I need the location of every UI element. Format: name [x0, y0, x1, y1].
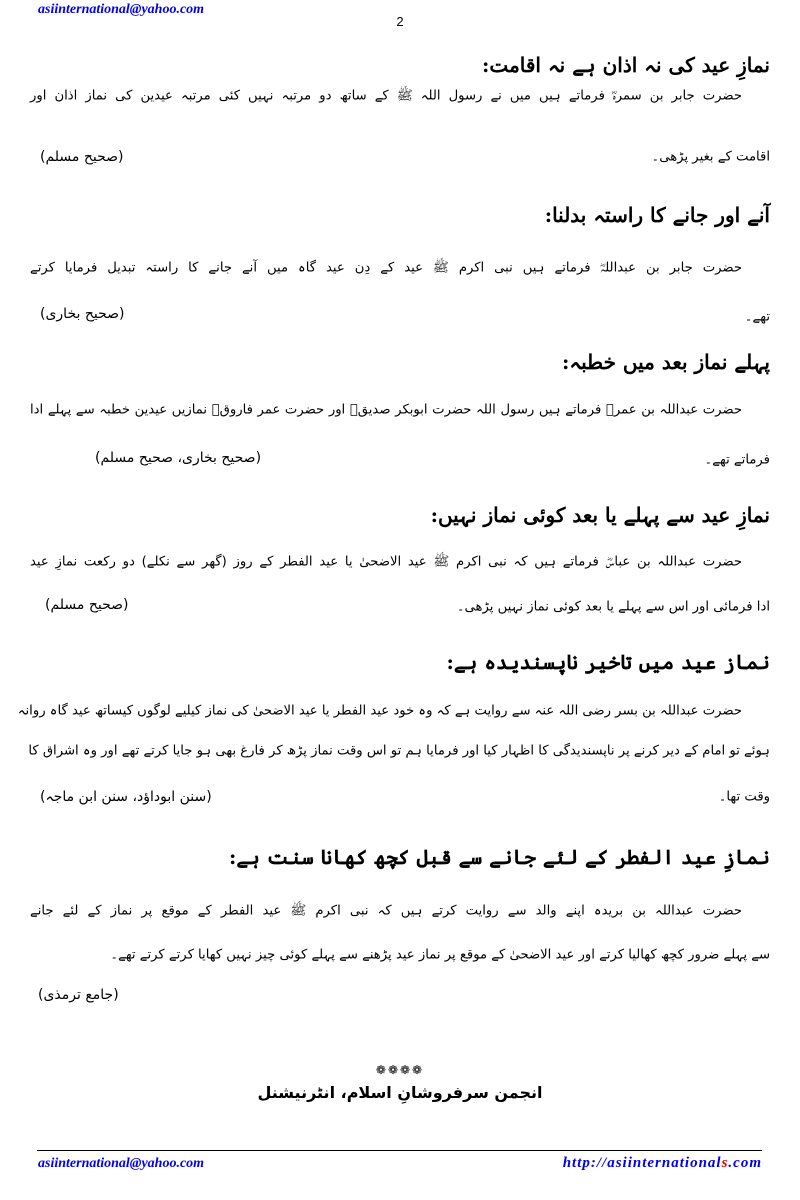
paragraph-line: حضرت جابر بن عبداللہؓ فرماتے ہیں نبی اکرم ﷺ عید کے دِن عید گاہ میں آنے جانے کا راستہ تبدیل فرمایا کرتے [30, 260, 742, 276]
paragraph-line: اقامت کے بغیر پڑھی۔ [651, 149, 770, 165]
paragraph-line: فرماتے تھے۔ [704, 452, 770, 468]
paragraph-line: حضرت جابر بن سمرہؓ فرماتے ہیں میں نے رسول اللہ ﷺ کے ساتھ دو مرتبہ نہیں کئی مرتبہ عیدین کی نماز اذان اور [30, 88, 742, 104]
footer-divider [37, 1150, 762, 1151]
citation: (سنن ابوداؤد، سنن ابن ماجہ) [40, 789, 212, 805]
paragraph-line: حضرت عبداللہ بن عمرؓ فرماتے ہیں رسول اللہ حضرت ابوبکر صدیقؓ اور حضرت عمر فاروقؓ نمازیں عیدین خطبہ سے پہلے ادا [30, 402, 742, 418]
ornament-stars-icon: ❁❁❁❁ [375, 1063, 425, 1077]
citation: (صحیح بخاری) [40, 306, 125, 322]
section-heading: نمازِ عید سے پہلے یا بعد کوئی نماز نہیں: [430, 503, 770, 527]
paragraph-line: ہوئے تو امام کے دیر کرنے پر ناپسندیدگی کا اظہار کیا اور فرمایا ہم تو اس وقت نماز پڑھ کر فارغ بھی ہو جایا کرتے تھے اور وہ اشراق کا [28, 743, 770, 759]
section-heading: نمازِ عید کی نہ اذان ہے نہ اقامت: [482, 53, 770, 77]
paragraph-line: ادا فرمائی اور اس سے پہلے یا بعد کوئی نماز نہیں پڑھی۔ [456, 599, 770, 615]
paragraph-line: سے پہلے ضرور کچھ کھالیا کرتے اور عید الاضحیٰ کے موقع پر نماز عید پڑھنے سے پہلے کوئی چیز نہیں کھایا کرتے کرتے تھے۔ [110, 947, 770, 963]
section-heading: پہلے نماز بعد میں خطبہ: [562, 350, 770, 374]
citation: (صحیح مسلم) [45, 597, 129, 613]
header-email-link[interactable]: asiinternational@yahoo.com [38, 2, 205, 17]
paragraph-line: حضرت عبداللہ بن بسر رضی اللہ عنہ سے روایت ہے کہ وہ خود عید الفطر یا عید الاضحیٰ کی نماز کیلیے لوگوں کیساتھ عید گاہ روانہ [17, 703, 742, 719]
page-number: 2 [396, 14, 404, 29]
section-heading: نماز عید میں تاخیر ناپسندیدہ ہے: [446, 650, 770, 674]
url-suffix: .com [728, 1155, 762, 1171]
organization-name: انجمن سرفروشانِ اسلام، انٹرنیشنل [257, 1083, 543, 1102]
citation: (صحیح بخاری، صحیح مسلم) [95, 450, 262, 466]
citation: (جامع ترمذی) [38, 987, 119, 1003]
paragraph-line: تھے۔ [744, 309, 770, 325]
paragraph-line: حضرت عبداللہ بن عباسؓ فرماتے ہیں کہ نبی اکرم ﷺ عید الاضحیٰ یا عید الفطر کے روز (گھر سے نکلے) دو رکعت نمازِ عید [30, 554, 742, 570]
url-highlight: s [721, 1155, 729, 1171]
footer-email-link[interactable]: asiinternational@yahoo.com [38, 1156, 205, 1171]
paragraph-line: وقت تھا۔ [718, 789, 770, 805]
citation: (صحیح مسلم) [40, 149, 124, 165]
footer-website-link[interactable] [563, 1155, 762, 1172]
paragraph-line: حضرت عبداللہ بن بریدہ اپنے والد سے روایت کرتے ہیں کہ نبی اکرم ﷺ عید الفطر کے موقع پر نماز کے لئے جانے [30, 903, 742, 919]
section-heading: نمازِ عید الفطر کے لئے جانے سے قبل کچھ کھانا سنت ہے: [228, 845, 770, 869]
url-prefix: http://asiinternational [562, 1155, 722, 1171]
section-heading: آنے اور جانے کا راستہ بدلنا: [544, 203, 770, 227]
